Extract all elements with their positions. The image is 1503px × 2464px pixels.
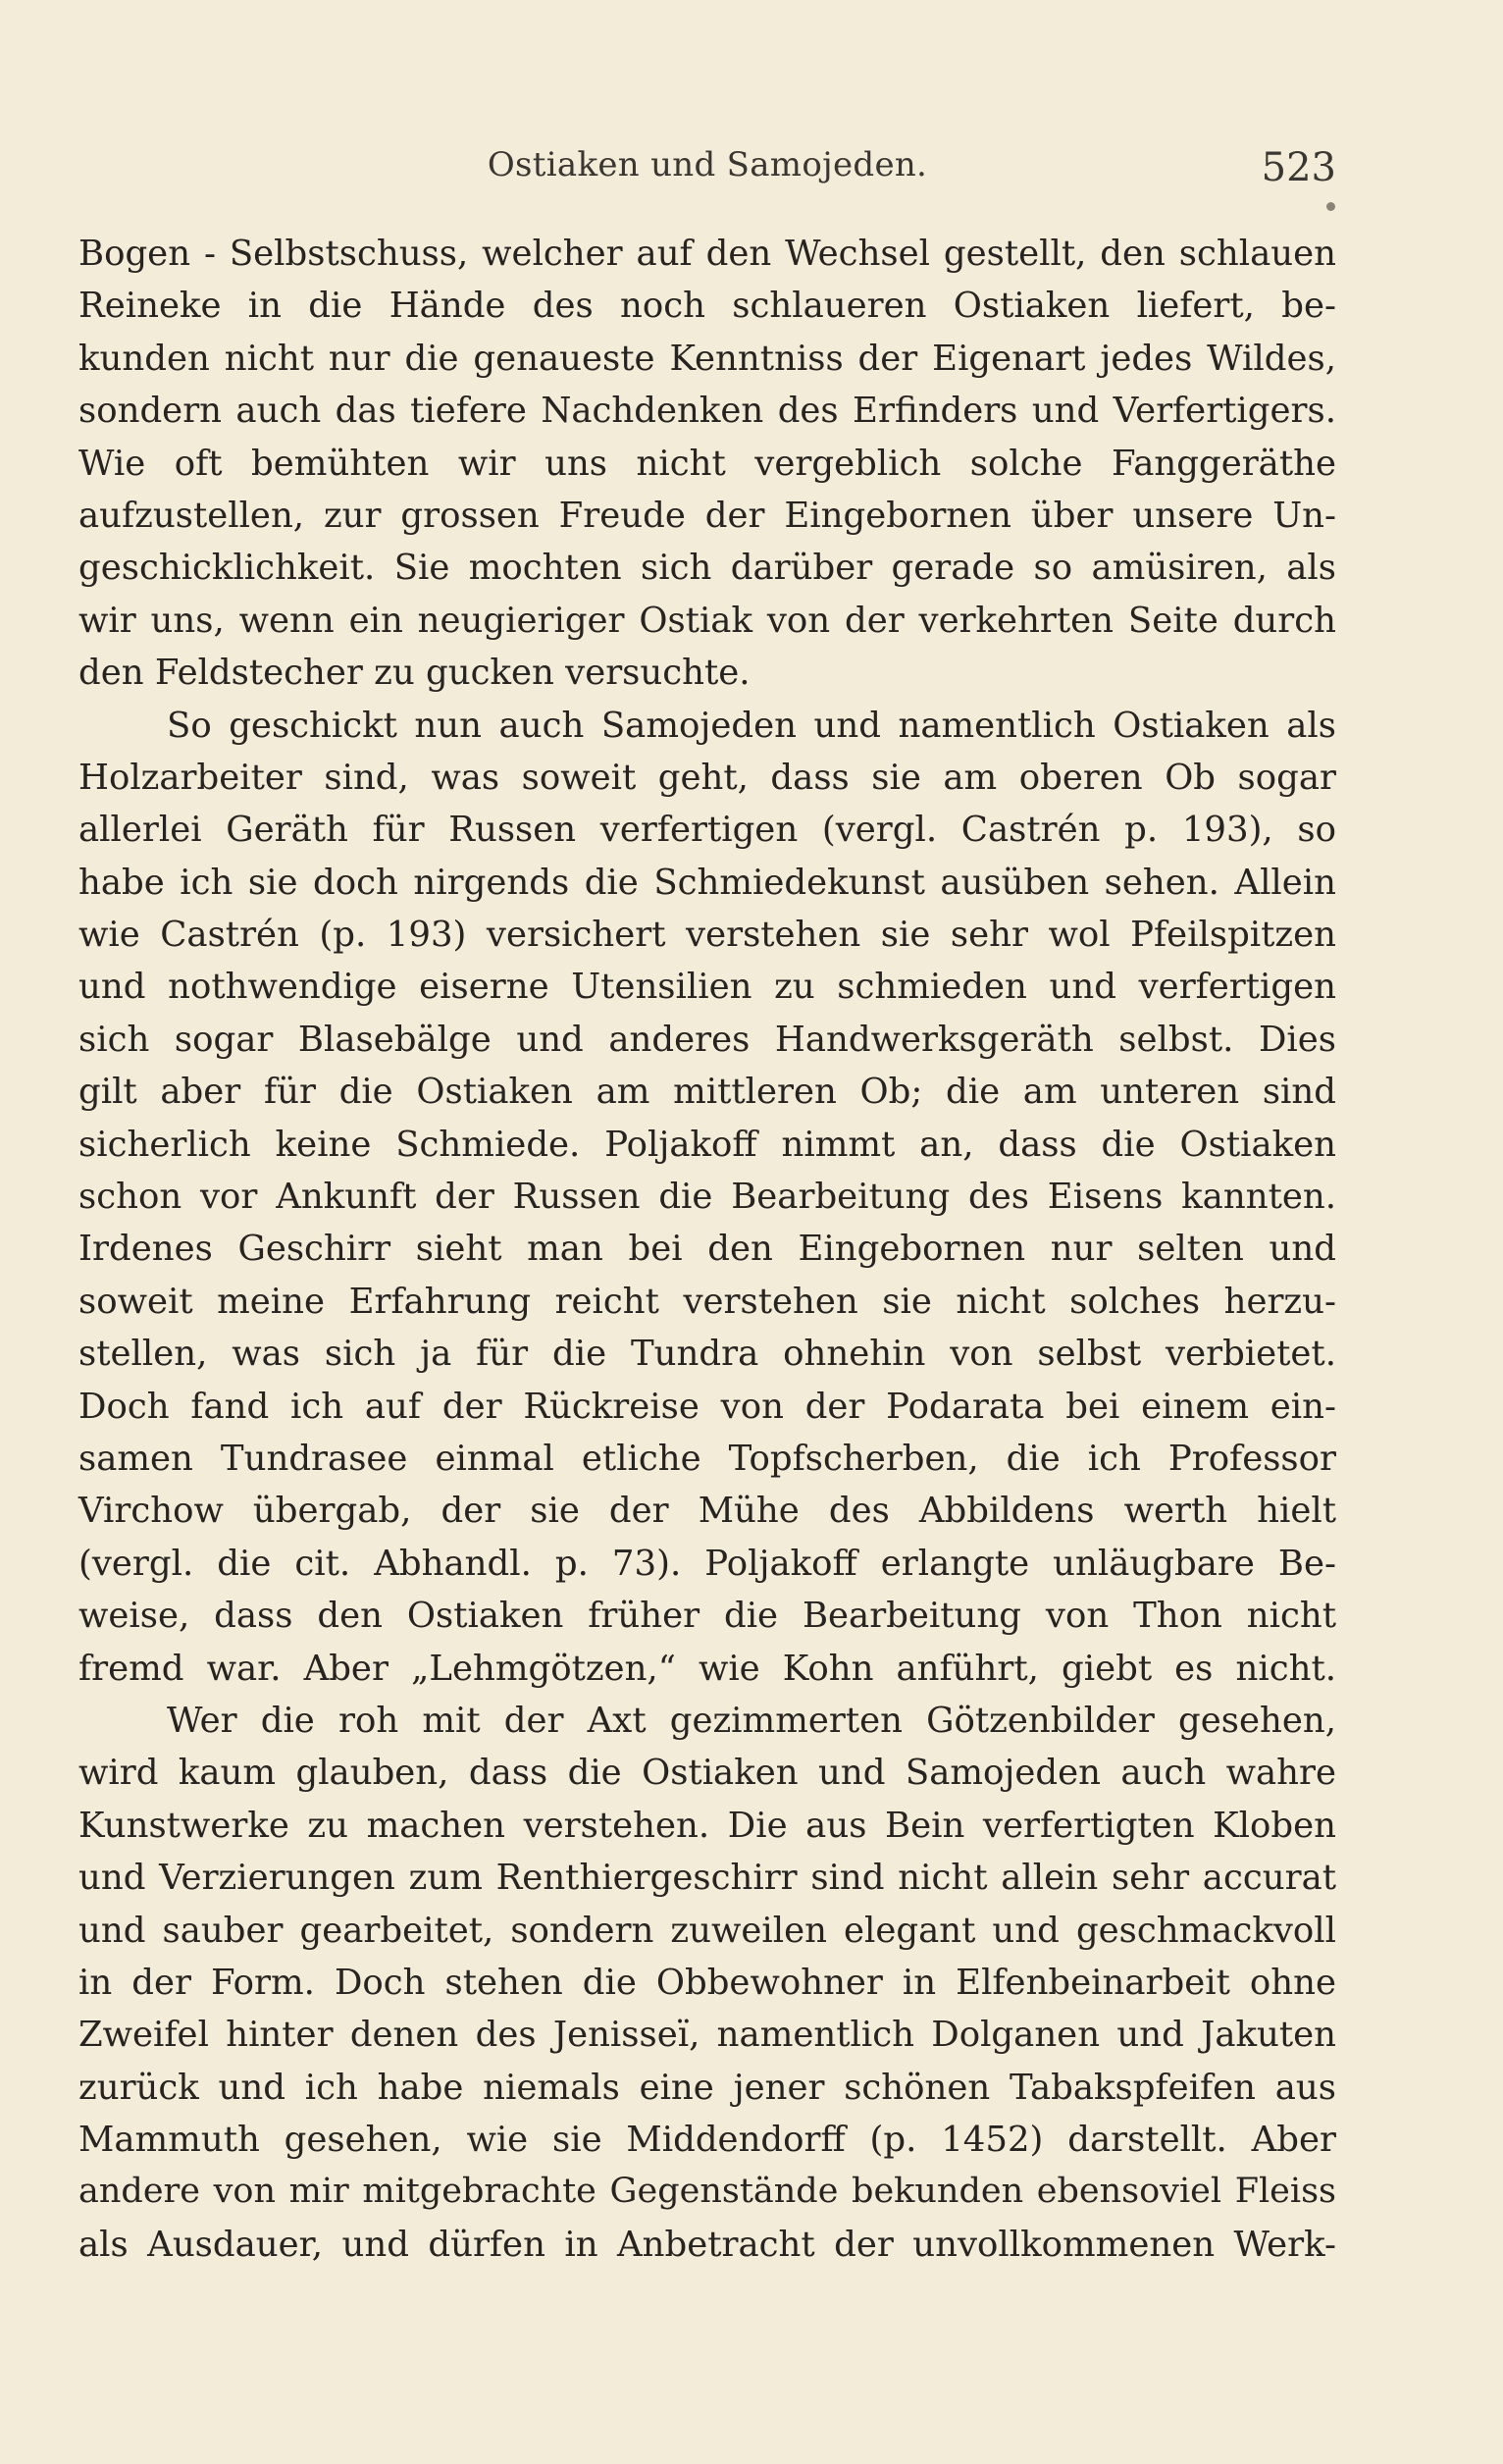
text-line: Reineke in die Hände des noch schlaueren Ostiaken liefert, be-: [78, 286, 1336, 327]
text-line: Kunstwerke zu machen verstehen. Die aus Bein verfertigten Kloben: [78, 1805, 1336, 1846]
text-line: Wie oft bemühten wir uns nicht vergeblich solche Fanggeräthe: [78, 443, 1336, 484]
text-line: kunden nicht nur die genaueste Kenntniss der Eigenart jedes Wildes,: [78, 338, 1336, 379]
text-line: Holzarbeiter sind, was soweit geht, dass sie am oberen Ob sogar: [78, 757, 1336, 798]
text-line: allerlei Geräth für Russen verfertigen (vergl. Castrén p. 193), so: [78, 810, 1336, 851]
text-line: als Ausdauer, und dürfen in Anbetracht der unvollkommenen Werk-: [78, 2224, 1336, 2265]
text-line: in der Form. Doch stehen die Obbewohner in Elfenbeinarbeit ohne: [78, 1962, 1336, 2003]
text-line: samen Tundrasee einmal etliche Topfscherben, die ich Professor: [78, 1438, 1336, 1479]
text-line: Irdenes Geschirr sieht man bei den Eingebornen nur selten und: [78, 1229, 1336, 1270]
text-line: aufzustellen, zur grossen Freude der Eingebornen über unsere Un-: [78, 495, 1336, 536]
text-line: geschicklichkeit. Sie mochten sich darüber gerade so amüsiren, als: [78, 548, 1336, 589]
text-line: sondern auch das tiefere Nachdenken des Erfinders und Verfertigers.: [78, 391, 1336, 432]
text-line: So geschickt nun auch Samojeden und namentlich Ostiaken als: [167, 705, 1336, 746]
body-text: [78, 228, 1336, 2271]
text-line: sicherlich keine Schmiede. Poljakoff nimmt an, dass die Ostiaken: [78, 1124, 1336, 1165]
text-line: sich sogar Blasebälge und anderes Handwerksgeräth selbst. Dies: [78, 1019, 1336, 1060]
text-line: und nothwendige eiserne Utensilien zu schmieden und verfertigen: [78, 967, 1336, 1008]
text-line: und sauber gearbeitet, sondern zuweilen elegant und geschmackvoll: [78, 1910, 1336, 1951]
text-line: fremd war. Aber „Lehmgötzen,“ wie Kohn anführt, giebt es nicht.: [78, 1648, 1336, 1689]
text-line: schon vor Ankunft der Russen die Bearbeitung des Eisens kannten.: [78, 1177, 1336, 1218]
text-line: Mammuth gesehen, wie sie Middendorff (p. 1452) darstellt. Aber: [78, 2120, 1336, 2161]
page-header: [78, 145, 1336, 194]
text-line: gilt aber für die Ostiaken am mittleren Ob; die am unteren sind: [78, 1072, 1336, 1113]
text-line: Virchow übergab, der sie der Mühe des Abbildens werth hielt: [78, 1491, 1336, 1532]
running-title: Ostiaken und Samojeden.: [487, 145, 928, 184]
text-line: wird kaum glauben, dass die Ostiaken und Samojeden auch wahre: [78, 1753, 1336, 1794]
text-line: stellen, was sich ja für die Tundra ohnehin von selbst verbietet.: [78, 1334, 1336, 1375]
text-line: Bogen - Selbstschuss, welcher auf den Wechsel gestellt, den schlauen: [78, 234, 1336, 274]
text-line: wir uns, wenn ein neugieriger Ostiak von der verkehrten Seite durch: [78, 600, 1336, 641]
print-speck: [1326, 202, 1335, 211]
text-line: zurück und ich habe niemals eine jener schönen Tabakspfeifen aus: [78, 2067, 1336, 2108]
text-line: habe ich sie doch nirgends die Schmiedekunst ausüben sehen. Allein: [78, 862, 1336, 903]
page-number: 523: [1261, 145, 1336, 190]
text-line: soweit meine Erfahrung reicht verstehen sie nicht solches herzu-: [78, 1281, 1336, 1322]
text-line: andere von mir mitgebrachte Gegenstände bekunden ebensoviel Fleiss: [78, 2172, 1336, 2212]
text-line: den Feldstecher zu gucken versuchte.: [78, 653, 751, 694]
text-line: Wer die roh mit der Axt gezimmerten Götzenbilder gesehen,: [167, 1700, 1336, 1741]
text-line: weise, dass den Ostiaken früher die Bearbeitung von Thon nicht: [78, 1596, 1336, 1637]
text-line: Zweifel hinter denen des Jenisseï, namentlich Dolganen und Jakuten: [78, 2015, 1336, 2056]
text-line: Doch fand ich auf der Rückreise von der Podarata bei einem ein-: [78, 1386, 1336, 1427]
text-line: und Verzierungen zum Renthiergeschirr sind nicht allein sehr accurat: [78, 1858, 1336, 1899]
text-line: wie Castrén (p. 193) versichert verstehen sie sehr wol Pfeilspitzen: [78, 915, 1336, 956]
text-line: (vergl. die cit. Abhandl. p. 73). Poljakoff erlangte unläugbare Be-: [78, 1543, 1336, 1584]
